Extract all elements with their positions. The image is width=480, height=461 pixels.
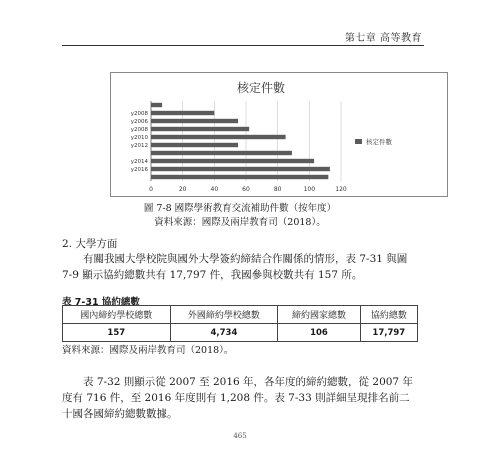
bar	[151, 143, 238, 147]
y-tick-label: y2012	[130, 143, 148, 149]
y-tick-label: y2008	[130, 127, 148, 133]
section-heading: 2. 大學方面	[62, 238, 118, 250]
x-tick-label: 0	[149, 186, 153, 193]
bar	[151, 151, 292, 155]
paragraph-1: 有關我國大學校院與國外大學簽約締結合作關係的情形，表 7-31 與圖 7-9 顯示協約總數共有 17,797 件，我國參與校數共有 157 所。	[62, 253, 408, 281]
x-tick-label: 100	[303, 186, 316, 193]
bar	[151, 103, 162, 107]
bar	[151, 167, 330, 171]
legend-label: 核定件數	[366, 138, 392, 146]
cell-agreements: 17,797	[360, 324, 417, 342]
table-header-row	[63, 306, 418, 324]
figure-caption: 圖 7-8 國際學術教育交流補助件數（按年度）	[143, 203, 337, 214]
x-tick-label: 80	[273, 186, 282, 193]
y-tick-label: y2010	[130, 135, 148, 141]
bar	[151, 119, 238, 123]
agreements-table	[62, 305, 418, 342]
y-tick-label: y2006	[130, 119, 148, 125]
y-tick-label: y2008	[130, 111, 148, 117]
x-tick-label: 120	[335, 186, 347, 193]
header-agreements: 協約總數	[360, 306, 417, 324]
cell-domestic-schools: 157	[63, 324, 171, 342]
y-tick-label: y2014	[130, 159, 148, 165]
chart-plot	[111, 73, 447, 196]
bar-chart	[110, 72, 448, 197]
page-number: 465	[233, 432, 247, 440]
header-foreign-schools: 外國締約學校總數	[170, 306, 278, 324]
header-rule	[62, 45, 424, 46]
table-source: 資料來源：國際及兩岸教育司（2018）。	[62, 345, 234, 356]
bar	[151, 135, 286, 139]
bar	[151, 175, 328, 179]
legend-swatch	[355, 139, 362, 144]
x-tick-label: 20	[178, 186, 187, 193]
paragraph-2: 表 7-32 則顯示從 2007 至 2016 年，各年度的締約總數，從 2007 年度有 716 件，至 2016 年度則有 1,208 件。表 7-33 則詳細呈現排名前二十國各國締約總數數據。	[62, 376, 413, 420]
x-tick-label: 60	[242, 186, 250, 193]
x-tick-label: 40	[210, 186, 219, 193]
figure-source: 資料來源：國際及兩岸教育司（2018）。	[154, 217, 326, 228]
bar	[151, 159, 314, 163]
header-countries: 締約國家總數	[278, 306, 360, 324]
y-tick-label: y2016	[130, 167, 148, 173]
chapter-title: 第七章 高等教育	[344, 33, 422, 44]
chart-title: 核定件數	[236, 81, 285, 95]
table-caption: 表 7-31 協約總數	[62, 297, 140, 308]
cell-foreign-schools: 4,734	[170, 324, 278, 342]
header-domestic-schools: 國內締約學校總數	[63, 306, 171, 324]
cell-countries: 106	[278, 324, 360, 342]
table-row	[63, 324, 418, 342]
bar	[151, 111, 214, 115]
bar	[151, 127, 249, 131]
